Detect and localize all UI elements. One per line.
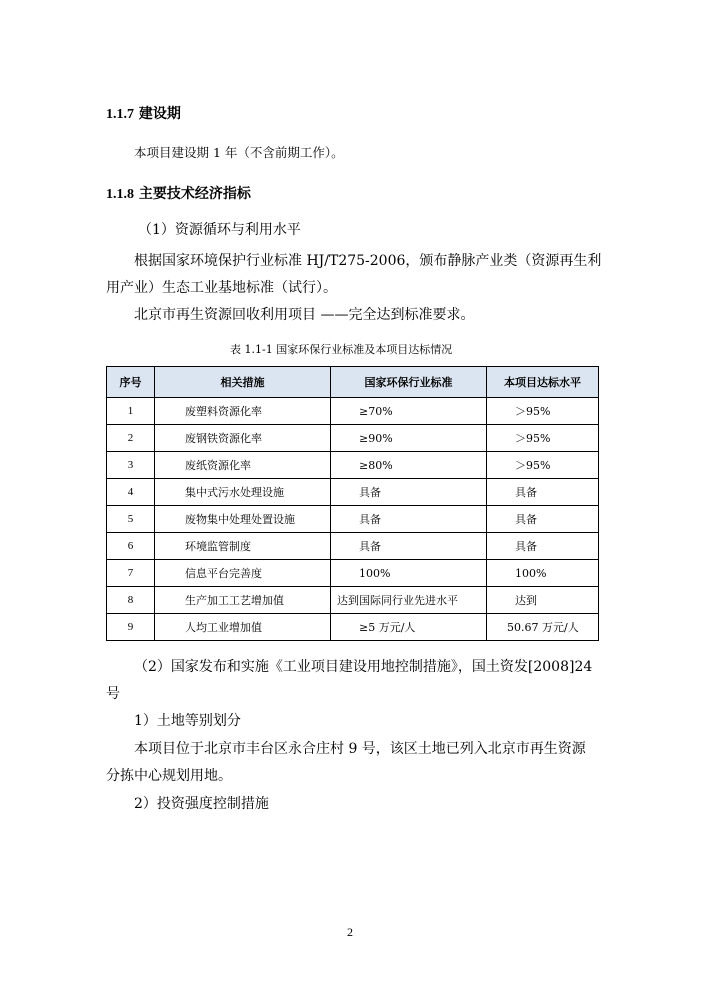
construction-period-text: 本项目建设期 1 年（不含前期工作）。 <box>134 145 344 160</box>
header-national-standard: 国家环保行业标准 <box>331 367 487 398</box>
row-measure: 废纸资源化率 <box>155 452 331 479</box>
section-number: 1.1.8 <box>106 187 134 202</box>
row-index: 3 <box>107 452 155 479</box>
row-standard: ≥90% <box>331 425 487 452</box>
table-header-row <box>107 367 599 398</box>
row-standard: ≥5 万元/人 <box>331 614 487 641</box>
row-index: 2 <box>107 425 155 452</box>
page-number: 2 <box>347 925 353 939</box>
row-standard: 具备 <box>331 506 487 533</box>
row-level: 具备 <box>487 506 599 533</box>
row-standard: 达到国际同行业先进水平 <box>331 587 487 614</box>
subitem-2: 2）投资强度控制措施 <box>134 796 269 812</box>
section-number: 1.1.7 <box>106 107 134 122</box>
table-row <box>107 560 599 587</box>
row-level: ＞95% <box>487 452 599 479</box>
row-standard: 100% <box>331 560 487 587</box>
row-index: 6 <box>107 533 155 560</box>
subitem-1: 1）土地等别划分 <box>134 713 241 729</box>
row-standard: 具备 <box>331 479 487 506</box>
row-index: 8 <box>107 587 155 614</box>
row-level: 具备 <box>487 479 599 506</box>
paragraph-3-line-1: 本项目位于北京市丰台区永合庄村 9 号，该区土地已列入北京市再生资源 <box>134 741 586 757</box>
row-level: 50.67 万元/人 <box>487 614 599 641</box>
table-row <box>107 398 599 425</box>
table-caption: 表 1.1-1 国家环保行业标准及本项目达标情况 <box>230 343 453 356</box>
section-heading-1-1-8 <box>106 183 251 203</box>
row-level: 100% <box>487 560 599 587</box>
header-measure: 相关措施 <box>155 367 331 398</box>
row-measure: 环境监管制度 <box>155 533 331 560</box>
row-index: 4 <box>107 479 155 506</box>
table-row <box>107 614 599 641</box>
paragraph-1-line-1: 根据国家环境保护行业标准 HJ/T275-2006，颁布静脉产业类（资源再生利 <box>134 253 602 269</box>
table-row <box>107 506 599 533</box>
row-level: ＞95% <box>487 425 599 452</box>
item-2-line-2: 号 <box>106 686 120 702</box>
row-index: 9 <box>107 614 155 641</box>
row-measure: 废塑料资源化率 <box>155 398 331 425</box>
row-level: 具备 <box>487 533 599 560</box>
table-row <box>107 425 599 452</box>
row-index: 5 <box>107 506 155 533</box>
row-standard: ≥70% <box>331 398 487 425</box>
row-standard: 具备 <box>331 533 487 560</box>
row-index: 1 <box>107 398 155 425</box>
row-measure: 废物集中处理处置设施 <box>155 506 331 533</box>
row-measure: 废钢铁资源化率 <box>155 425 331 452</box>
table-row <box>107 479 599 506</box>
paragraph-3-line-2: 分拣中心规划用地。 <box>106 768 232 784</box>
item-2-line-1: （2）国家发布和实施《工业项目建设用地控制措施》，国土资发[2008]24 <box>134 659 593 675</box>
standards-table <box>106 366 599 641</box>
row-measure: 集中式污水处理设施 <box>155 479 331 506</box>
item-1-heading: （1）资源循环与利用水平 <box>138 222 301 238</box>
section-title: 建设期 <box>138 106 181 122</box>
section-heading-1-1-7 <box>106 103 181 123</box>
paragraph-1-line-2: 用产业）生态工业基地标准（试行）。 <box>106 280 337 296</box>
paragraph-2: 北京市再生资源回收利用项目 ——完全达到标准要求。 <box>134 307 475 323</box>
row-level: ＞95% <box>487 398 599 425</box>
row-measure: 人均工业增加值 <box>155 614 331 641</box>
table-row <box>107 587 599 614</box>
header-index: 序号 <box>107 367 155 398</box>
table-row <box>107 452 599 479</box>
row-level: 达到 <box>487 587 599 614</box>
row-standard: ≥80% <box>331 452 487 479</box>
header-project-level: 本项目达标水平 <box>487 367 599 398</box>
table-row <box>107 533 599 560</box>
section-title: 主要技术经济指标 <box>138 186 251 202</box>
row-measure: 生产加工工艺增加值 <box>155 587 331 614</box>
row-measure: 信息平台完善度 <box>155 560 331 587</box>
row-index: 7 <box>107 560 155 587</box>
